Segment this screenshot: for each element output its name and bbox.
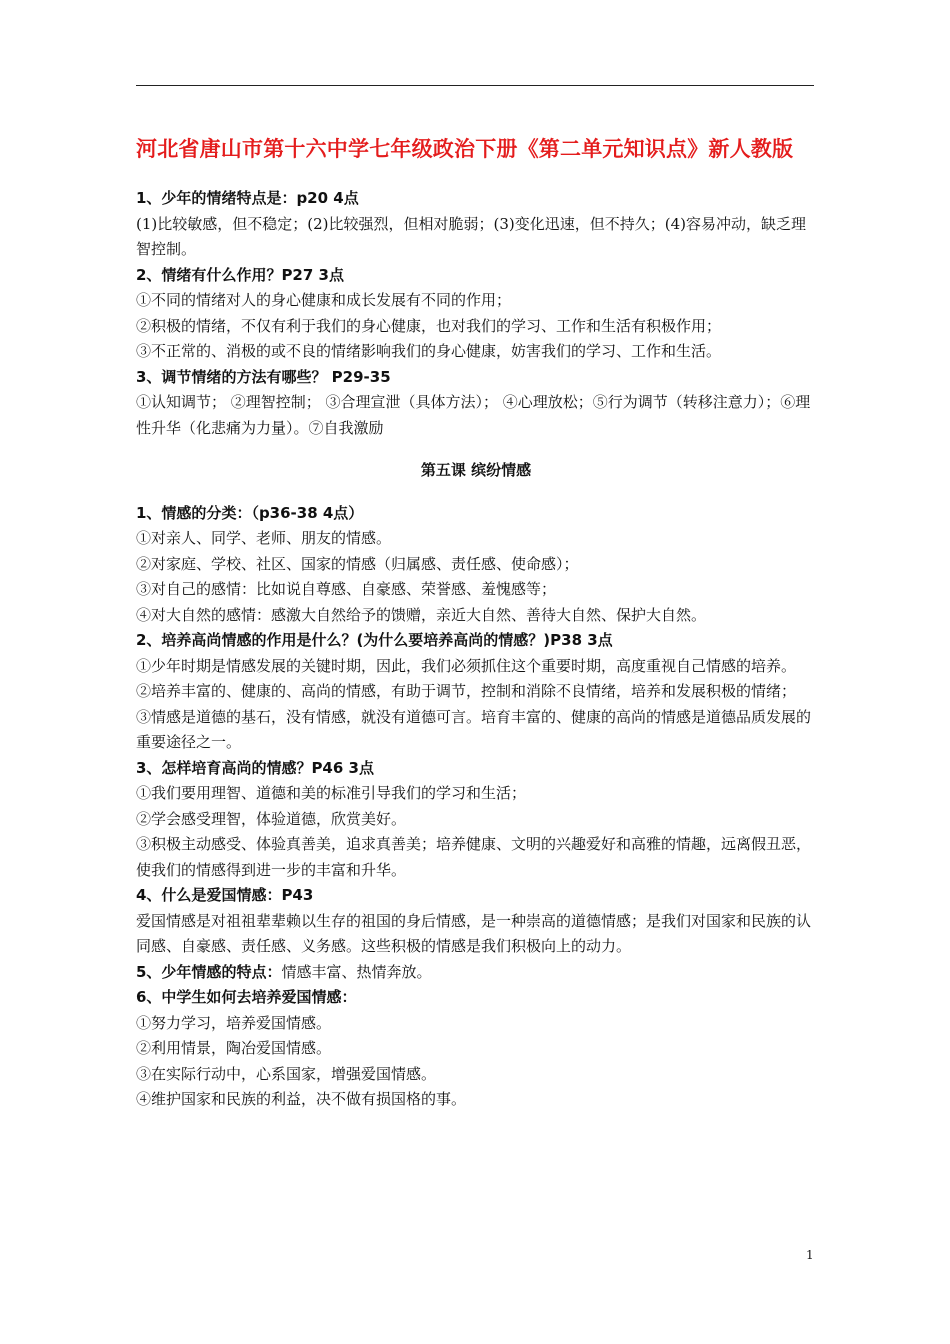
section-heading-text: 3、调节情绪的方法有哪些？ P29-35 [136, 367, 391, 386]
paragraph: ②培养丰富的、健康的、高尚的情感，有助于调节，控制和消除不良情绪，培养和发展积极的情绪； [136, 682, 797, 700]
section-heading [136, 365, 816, 391]
paragraph: 爱国情感是对祖祖辈辈赖以生存的祖国的身后情感，是一种崇高的道德情感；是我们对国家和民族的认同感、自豪感、责任感、义务感。这些积极的情感是我们积极向上的动力。 [136, 911, 812, 955]
paragraph: ③不正常的、消极的或不良的情绪影响我们的身心健康，妨害我们的学习、工作和生活。 [136, 342, 722, 360]
paragraph: ①认知调节； ②理智控制； ③合理宣泄（具体方法）； ④心理放松；⑤行为调节（转移注意力）；⑥理性升华（化悲痛为力量）。⑦自我激励 [136, 393, 811, 437]
section-heading-text: 1、少年的情绪特点是：p20 4点 [136, 189, 359, 207]
section-heading [136, 186, 816, 212]
section-heading-text: 3、怎样培育高尚的情感？P46 3点 [136, 758, 374, 777]
document-body [136, 186, 816, 1113]
section-heading-text: 6、中学生如何去培养爱国情感： [136, 988, 357, 1006]
section-heading-text: 2、培养高尚情感的作用是什么？(为什么要培养高尚的情感？)P38 3点 [136, 631, 613, 649]
paragraph: ②积极的情绪，不仅有利于我们的身心健康，也对我们的学习、工作和生活有积极作用； [136, 316, 722, 335]
paragraph: (1)比较敏感，但不稳定；(2)比较强烈，但相对脆弱；(3)变化迅速，但不持久；(4)容易冲动，缺乏理智控制。 [136, 214, 806, 258]
paragraph: ①不同的情绪对人的身心健康和成长发展有不同的作用； [136, 291, 512, 309]
paragraph: ③情感是道德的基石，没有情感，就没有道德可言。培育丰富的、健康的高尚的情感是道德品质发展的重要途径之一。 [136, 707, 812, 751]
section-heading-body: 情感丰富、热情奔放。 [281, 962, 432, 981]
paragraph: ②利用情景，陶冶爱国情感。 [136, 1039, 332, 1057]
section-heading [136, 263, 816, 289]
section-heading [136, 501, 816, 527]
paragraph: ④对大自然的感情：感激大自然给予的馈赠，亲近大自然、善待大自然、保护大自然。 [136, 605, 707, 624]
paragraph: ①我们要用理智、道德和美的标准引导我们的学习和生活； [136, 784, 527, 802]
section-heading-text: 1、情感的分类：（p36-38 4点） [136, 503, 364, 522]
paragraph: ②对家庭、学校、社区、国家的情感（归属感、责任感、使命感）； [136, 554, 579, 573]
section-heading [136, 960, 816, 986]
paragraph: ③积极主动感受、体验真善美，追求真善美；培养健康、文明的兴趣爱好和高雅的情趣，远离假丑恶，使我们的情感得到进一步的丰富和升华。 [136, 835, 812, 879]
paragraph: ②学会感受理智，体验道德，欣赏美好。 [136, 809, 407, 828]
paragraph: ③在实际行动中，心系国家，增强爱国情感。 [136, 1064, 437, 1083]
header-rule [136, 85, 814, 86]
section-heading [136, 756, 816, 782]
section-heading [136, 628, 816, 654]
paragraph: ①对亲人、同学、老师、朋友的情感。 [136, 529, 392, 547]
section-heading-text: 4、什么是爱国情感：P43 [136, 886, 314, 904]
section-heading-text: 5、少年情感的特点： [136, 962, 282, 981]
page-number: 1 [806, 1248, 814, 1262]
paragraph: ①少年时期是情感发展的关键时期，因此，我们必须抓住这个重要时期，高度重视自己情感的培养。 [136, 656, 797, 675]
section-heading [136, 985, 816, 1011]
paragraph: ④维护国家和民族的利益，决不做有损国格的事。 [136, 1090, 467, 1108]
section-heading [136, 883, 816, 909]
section-heading-text: 2、情绪有什么作用？P27 3点 [136, 265, 344, 284]
document-title: 河北省唐山市第十六中学七年级政治下册《第二单元知识点》新人教版 [136, 137, 794, 161]
paragraph: ①努力学习，培养爱国情感。 [136, 1013, 332, 1032]
lesson-heading: 第五课 缤纷情感 [420, 461, 532, 479]
paragraph: ③对自己的感情：比如说自尊感、自豪感、荣誉感、羞愧感等； [136, 580, 557, 598]
